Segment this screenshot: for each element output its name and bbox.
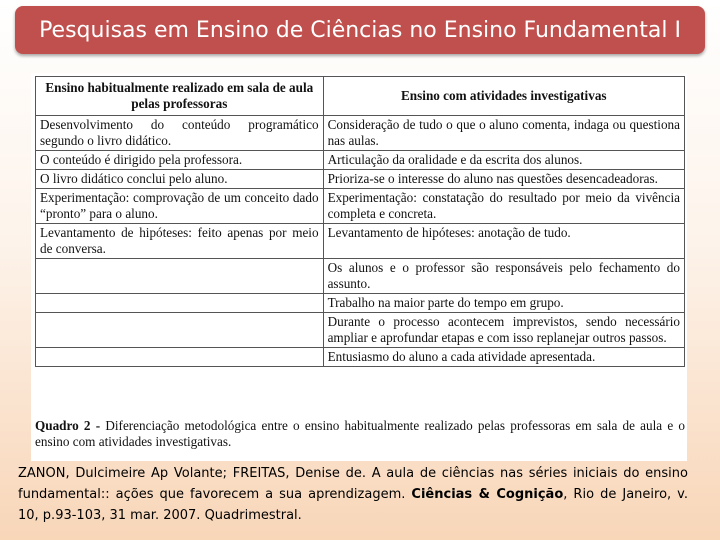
table-row [36,294,685,313]
slide-title: Pesquisas em Ensino de Ciências no Ensino Fundamental I [39,17,681,43]
table-header-row [36,77,685,116]
table-row [36,259,685,294]
cell-investigative: Entusiasmo do aluno a cada atividade apresentada. [323,348,684,367]
reference-details: , Rio de Janeiro, v. 10, p.93-103, 31 mar. 2007. Quadrimestral. [18,487,689,523]
table-row [36,348,685,367]
table-row [36,170,685,189]
cell-traditional: O livro didático conclui pelo aluno. [36,170,324,189]
cell-traditional [36,259,324,294]
cell-investigative: Levantamento de hipóteses: anotação de tudo. [323,224,684,259]
cell-investigative: Trabalho na maior parte do tempo em grupo. [323,294,684,313]
bibliographic-reference [18,463,688,526]
table-row [36,224,685,259]
comparison-table [35,76,685,367]
cell-traditional: Levantamento de hipóteses: feito apenas por meio de conversa. [36,224,324,259]
cell-traditional: Experimentação: comprovação de um conceito dado “pronto” para o aluno. [36,189,324,224]
quadro-figure [31,73,687,461]
reference-authors-title: ZANON, Dulcimeire Ap Volante; FREITAS, Denise de. A aula de ciências nas séries iniciais do ensino fundamental:: ações que favorecem a sua aprendizagem. [18,466,688,502]
table-row [36,151,685,170]
cell-investigative: Consideração de tudo o que o aluno comenta, indaga ou questiona nas aulas. [323,116,684,151]
cell-traditional [36,313,324,348]
table-row [36,116,685,151]
cell-traditional [36,294,324,313]
cell-investigative: Articulação da oralidade e da escrita dos alunos. [323,151,684,170]
cell-traditional: Desenvolvimento do conteúdo programático segundo o livro didático. [36,116,324,151]
cell-investigative: Prioriza-se o interesse do aluno nas questões desencadeadoras. [323,170,684,189]
cell-investigative: Experimentação: constatação do resultado por meio da vivência completa e concreta. [323,189,684,224]
cell-investigative: Durante o processo acontecem imprevistos, sendo necessário ampliar e aprofundar etapas e com isso replanejar outros passos. [323,313,684,348]
cell-traditional [36,348,324,367]
caption-label: Quadro 2 - [35,418,101,433]
header-investigative: Ensino com atividades investigativas [323,77,684,116]
cell-investigative: Os alunos e o professor são responsáveis pelo fechamento do assunto. [323,259,684,294]
table-row [36,313,685,348]
reference-journal: Ciências & Cognição [411,487,564,502]
header-traditional: Ensino habitualmente realizado em sala de aula pelas professoras [36,77,324,116]
cell-traditional: O conteúdo é dirigido pela professora. [36,151,324,170]
table-caption [35,418,685,450]
table-row [36,189,685,224]
slide-title-bar [15,6,705,54]
caption-text: Diferenciação metodológica entre o ensino habitualmente realizado pelas professoras em sala de aula e o ensino com atividades investigativas. [35,418,686,449]
